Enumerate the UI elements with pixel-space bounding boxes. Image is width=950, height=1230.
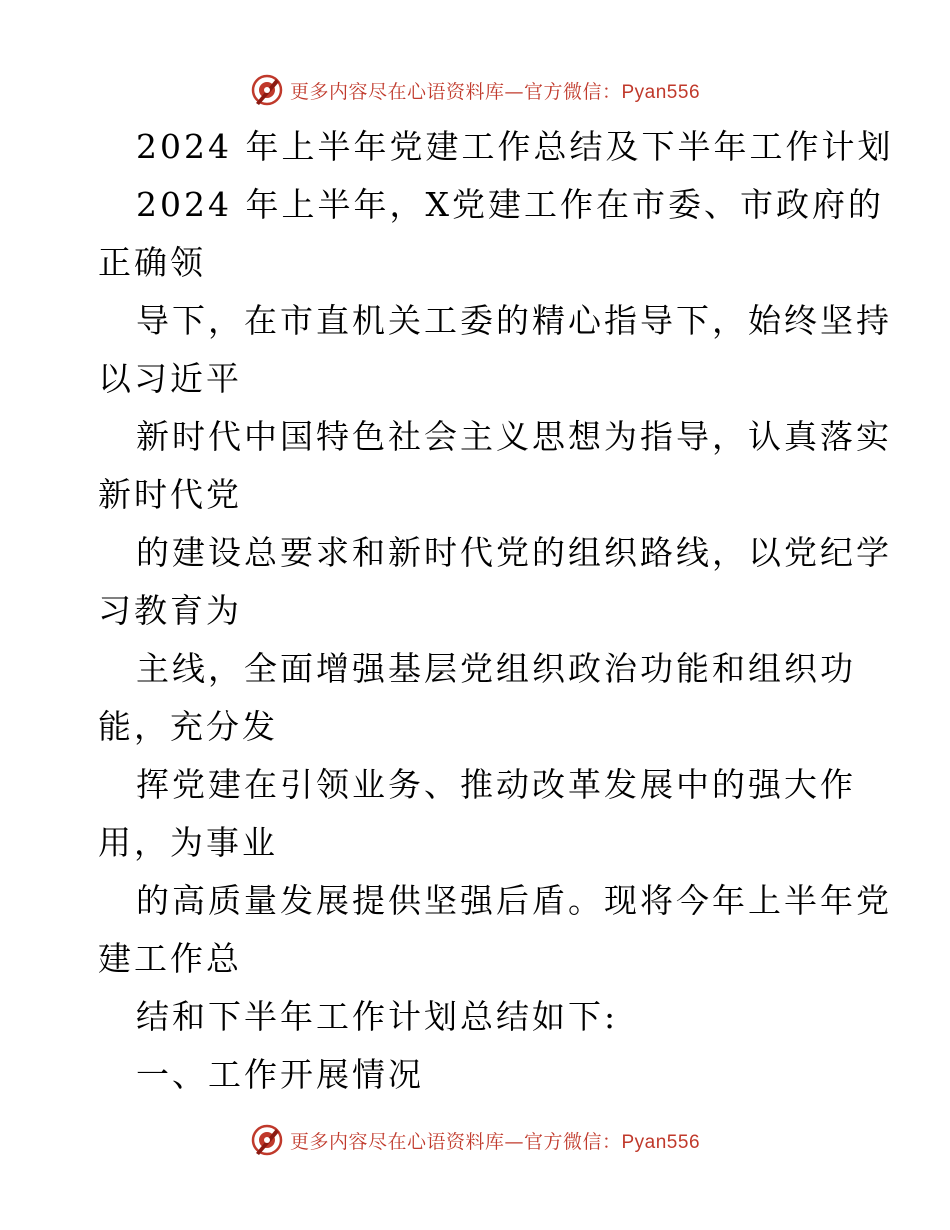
paragraph-line: 的高质量发展提供坚强后盾。现将今年上半年党	[136, 881, 892, 920]
pen-logo-icon	[250, 1123, 284, 1157]
paragraph-line: 的建设总要求和新时代党的组织路线，以党纪学	[136, 533, 892, 572]
watermark-text: 更多内容尽在心语资料库—官方微信：Pyan556	[289, 1130, 701, 1153]
paragraph-line: 新时代党	[98, 475, 242, 514]
paragraph-line: 习教育为	[98, 591, 242, 630]
paragraph-line: 结和下半年工作计划总结如下:	[136, 997, 619, 1036]
paragraph-line: 正确领	[98, 243, 206, 282]
footer-watermark	[0, 1120, 950, 1160]
document-title: 2024 年上半年党建工作总结及下半年工作计划	[136, 127, 894, 166]
paragraph-line: 用，为事业	[98, 823, 278, 862]
paragraph-line: 新时代中国特色社会主义思想为指导，认真落实	[136, 417, 892, 456]
document-body	[98, 118, 898, 1104]
paragraph-line: 以习近平	[98, 359, 242, 398]
header-watermark	[0, 70, 950, 110]
paragraph-line: 能，充分发	[98, 707, 278, 746]
watermark-text: 更多内容尽在心语资料库—官方微信：Pyan556	[289, 80, 701, 103]
section-heading: 一、工作开展情况	[136, 1055, 424, 1094]
paragraph-line: 挥党建在引领业务、推动改革发展中的强大作	[136, 765, 856, 804]
pen-logo-icon	[250, 73, 284, 107]
paragraph-line: 导下，在市直机关工委的精心指导下，始终坚持	[136, 301, 892, 340]
paragraph-line: 2024 年上半年，X党建工作在市委、市政府的	[136, 185, 884, 224]
paragraph-line: 建工作总	[98, 939, 242, 978]
paragraph-line: 主线，全面增强基层党组织政治功能和组织功	[136, 649, 856, 688]
